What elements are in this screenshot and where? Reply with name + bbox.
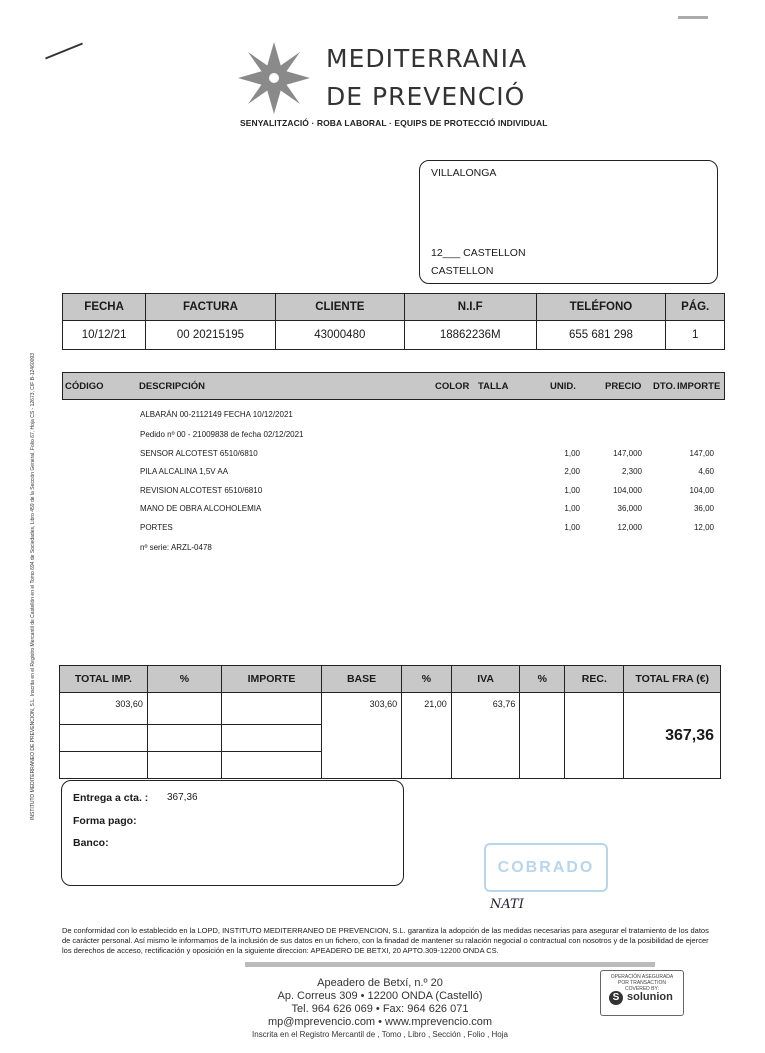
items-col-precio: PRECIO [605, 381, 642, 392]
footer-web: mp@mprevencio.com • www.mprevencio.com [267, 1016, 493, 1028]
cell [222, 752, 322, 779]
entrega-label: Entrega a cta. : [73, 792, 149, 804]
base-value: 303,60 [321, 693, 401, 779]
item-importe: 104,00 [689, 486, 714, 495]
totals-table [59, 665, 721, 779]
brand-name-line2: DE PREVENCIÓ [326, 82, 526, 111]
items-col-codigo: CÓDIGO [65, 381, 104, 392]
totals-col-iva: IVA [451, 666, 520, 693]
item-precio: 104,000 [613, 486, 642, 495]
star-logo-icon [236, 40, 312, 116]
total-imp-value: 303,60 [60, 693, 148, 725]
footer-postbox: Ap. Correus 309 • 12200 ONDA (Castelló) [277, 990, 483, 1002]
entrega-value: 367,36 [167, 792, 198, 803]
header-col-telefono: TELÉFONO [536, 294, 666, 321]
client-nif: 18862236M [404, 321, 536, 350]
header-col-nif: N.I.F [404, 294, 536, 321]
cell [565, 693, 624, 779]
totals-col-pct2: % [402, 666, 452, 693]
totals-col-pct: % [147, 666, 221, 693]
client-phone: 655 681 298 [536, 321, 666, 350]
item-unid: 1,00 [564, 449, 580, 458]
footer-divider [245, 962, 655, 967]
serial-number-line: nº serie: ARZL-0478 [140, 543, 212, 552]
solunion-logo-icon: S [609, 991, 623, 1005]
items-col-descripcion: DESCRIPCIÓN [139, 381, 205, 392]
pen-mark-right [678, 16, 708, 19]
cell [147, 752, 221, 779]
totals-col-base: BASE [321, 666, 401, 693]
footer-phone: Tel. 964 626 069 • Fax: 964 626 071 [291, 1003, 469, 1015]
items-header-bar [62, 372, 725, 400]
item-unid: 1,00 [564, 486, 580, 495]
totals-col-importe: IMPORTE [222, 666, 322, 693]
items-col-importe: IMPORTE [677, 381, 721, 392]
items-col-color: COLOR [435, 381, 470, 392]
item-importe: 36,00 [693, 504, 714, 513]
totals-col-pct3: % [520, 666, 565, 693]
cell [520, 693, 565, 779]
item-importe: 4,60 [698, 467, 714, 476]
item-precio: 12,000 [617, 523, 642, 532]
totals-col-total-fra: TOTAL FRA (€) [624, 666, 721, 693]
items-col-unid: UNID. [550, 381, 576, 392]
totals-col-total-imp: TOTAL IMP. [60, 666, 148, 693]
cell [222, 693, 322, 725]
items-col-talla: TALLA [478, 381, 509, 392]
cell [147, 725, 221, 752]
item-desc: PILA ALCALINA 1,5V AA [140, 467, 229, 476]
item-desc: PORTES [140, 523, 173, 532]
item-precio: 2,300 [621, 467, 642, 476]
footer-address: Apeadero de Betxí, n.º 20 [317, 977, 443, 989]
cell [60, 752, 148, 779]
client-number: 43000480 [275, 321, 404, 350]
pen-mark [45, 43, 83, 60]
item-unid: 1,00 [564, 504, 580, 513]
total-fra-value: 367,36 [624, 693, 721, 779]
header-col-factura: FACTURA [146, 294, 275, 321]
customer-province: CASTELLON [431, 265, 494, 277]
item-desc: SENSOR ALCOTEST 6510/6810 [140, 449, 258, 458]
cell [60, 725, 148, 752]
item-unid: 1,00 [564, 523, 580, 532]
footer-registry: Inscrita en el Registro Mercantil de , Tomo , Libro , Sección , Folio , Hoja [252, 1030, 508, 1039]
header-col-pag: PÁG. [666, 294, 725, 321]
header-col-fecha: FECHA [63, 294, 146, 321]
item-importe: 147,00 [689, 449, 714, 458]
item-importe: 12,00 [693, 523, 714, 532]
item-desc: MANO DE OBRA ALCOHOLEMIA [140, 504, 262, 513]
page-number: 1 [666, 321, 725, 350]
solunion-note: OPERACIÓN ASEGURADA POR TRANSACTION COVERED BY: [610, 974, 674, 992]
paid-stamp: COBRADO [484, 843, 608, 892]
iva-pct-value: 21,00 [402, 693, 452, 779]
item-desc: REVISION ALCOTEST 6510/6810 [140, 486, 263, 495]
legal-notice: De conformidad con lo establecido en la LOPD, INSTITUTO MEDITERRANEO DE PREVENCION, S.L. garantiza la adopción de las medidas necesarias para asegurar el tratamiento de los datos de carácter personal. Así mismo le informamos de la inclusión de sus datos en un fichero, con la finadad de mantener su ralación negocial o contractual con nosotros y de la posibilidad de ejercer los derechos de acceso, rectificación y oposición en la siguiente direccion: APEADERO DE BETXI, 20 APTO.309-12200 ONDA CS. [62, 926, 709, 955]
signature: NATI [490, 897, 524, 912]
brand-name-line1: MEDITERRANIA [326, 44, 528, 73]
banco-label: Banco: [73, 837, 109, 849]
invoice-header-table [62, 293, 725, 350]
cell [222, 725, 322, 752]
iva-value: 63,76 [451, 693, 520, 779]
invoice-date: 10/12/21 [63, 321, 146, 350]
albaran-line: ALBARÁN 00-2112149 FECHA 10/12/2021 [140, 410, 293, 419]
forma-pago-label: Forma pago: [73, 815, 137, 827]
customer-city-line: 12___ CASTELLON [431, 247, 526, 259]
solunion-badge [600, 970, 684, 1016]
pedido-line: Pedido nº 00 - 21009838 de fecha 02/12/2021 [140, 430, 304, 439]
cell [147, 693, 221, 725]
customer-name: VILLALONGA [431, 167, 497, 179]
solunion-name: solunion [627, 991, 673, 1003]
header-col-cliente: CLIENTE [275, 294, 404, 321]
item-precio: 36,000 [617, 504, 642, 513]
item-precio: 147,000 [613, 449, 642, 458]
invoice-number: 00 20215195 [146, 321, 275, 350]
brand-tagline: SENYALITZACIÓ · ROBA LABORAL · EQUIPS DE PROTECCIÓ INDIVIDUAL [240, 118, 548, 128]
items-col-dto: DTO. [653, 381, 676, 392]
item-unid: 2,00 [564, 467, 580, 476]
registry-side-text: INSTITUTO MEDITERRANEO DE PREVENCION, S.L. Inscrita en el Registro Mercantil de Castellón en el Tomo 694 de Sociedades, Libro 459 de la Sección General, Folio 67, Hoja CS - 12673, CIF B-12460093 [30, 353, 36, 820]
totals-col-rec: REC. [565, 666, 624, 693]
